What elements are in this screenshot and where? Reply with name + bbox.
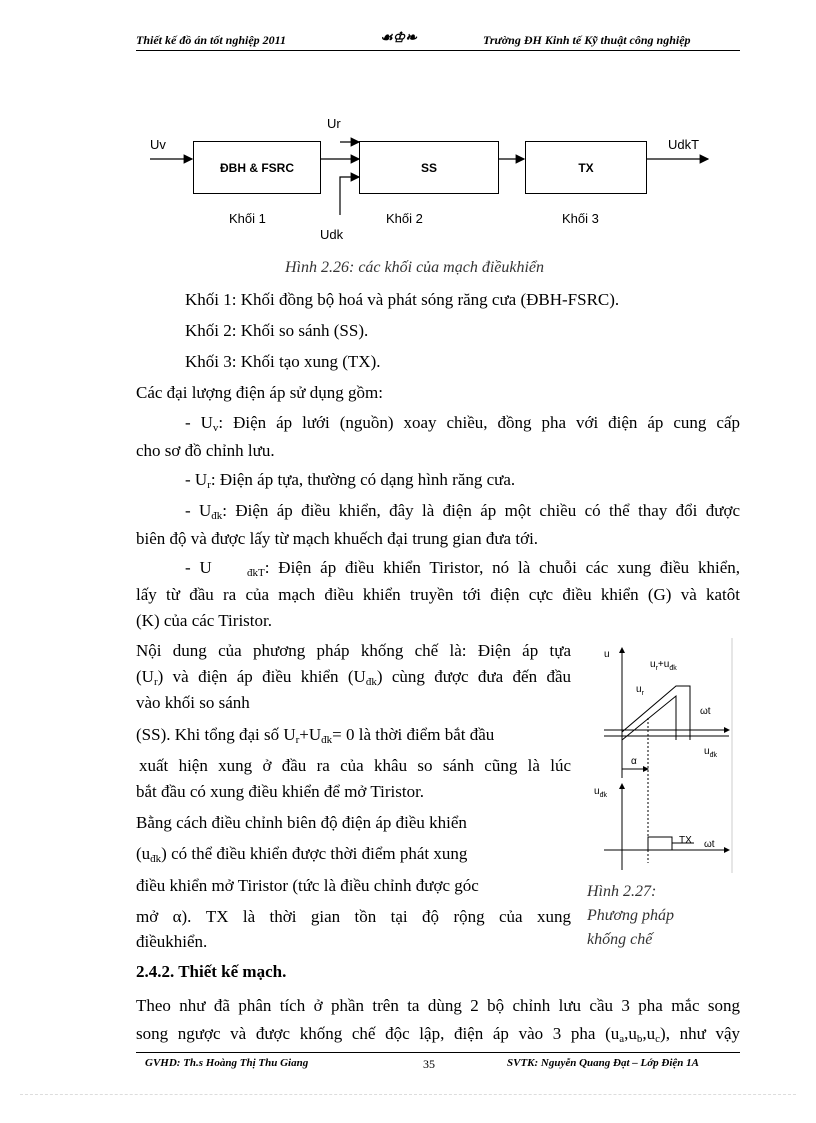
figure-caption-2-27-l1: Hình 2.27: — [587, 883, 657, 900]
udk-axis-label: $u_{đk}$ — [594, 786, 607, 799]
udkt-definition-cont: lấy từ đầu ra của mạch điều khiển truyền tới điện cực điều khiển (G) và katôt — [136, 585, 740, 604]
block-list-item: Khối 2: Khối so sánh (SS). — [185, 321, 369, 340]
uv-definition-cont: cho sơ đồ chỉnh lưu. — [136, 441, 275, 460]
wt-lower-label: ωt — [704, 839, 715, 850]
method-line: $(U_r)$ và điện áp điều khiển $(U_{đk})$ cùng được đưa đến đầu — [136, 667, 571, 688]
section-heading: 2.4.2. Thiết kế mạch. — [136, 962, 287, 981]
section-paragraph-line: song ngược và được khống chế độc lập, điện áp vào 3 pha $(u_a,u_b,u_c)$, như vậy — [136, 1024, 740, 1045]
wt-upper-label: ωt — [700, 706, 711, 717]
figure-caption-2-26: Hình 2.26: các khối của mạch điềukhiển — [285, 259, 545, 276]
header-logo: ☙♔❧ — [380, 31, 417, 46]
method-line: Bằng cách điều chỉnh biên độ điện áp điều khiển — [136, 813, 467, 832]
footer-left: GVHD: Th.s Hoàng Thị Thu Giang — [145, 1057, 309, 1069]
udk-arrow — [340, 177, 359, 215]
block2-caption: Khối 2 — [386, 211, 423, 226]
block1-caption: Khối 1 — [229, 211, 266, 226]
block-list-item: Khối 1: Khối đồng bộ hoá và phát sóng răng cưa (ĐBH-FSRC). — [185, 290, 620, 309]
method-line: xuất hiện xung ở đầu ra của khâu so sánh cũng là lúc — [139, 756, 571, 775]
figure-caption-2-27-l2: Phương pháp — [587, 907, 675, 924]
udk-definition-cont: biên độ và được lấy từ mạch khuếch đại trung gian đưa tới. — [136, 529, 539, 548]
method-line: điềukhiển. — [136, 932, 208, 951]
header-left: Thiết kế đồ án tốt nghiệp 2011 — [136, 33, 287, 47]
alpha-label: α — [631, 756, 637, 767]
method-line: bắt đầu có xung điều khiển để mở Tiristor. — [136, 782, 425, 801]
input-label: Uv — [150, 137, 166, 152]
header-right: Trường ĐH Kinh tế Kỹ thuật công nghiệp — [483, 33, 691, 47]
block-dbh-fsrc: ĐBH & FSRC — [193, 141, 321, 194]
udk-line-label: $u_{đk}$ — [704, 746, 717, 759]
figure-caption-2-27-l3: khống chế — [587, 931, 653, 948]
block-ss: SS — [359, 141, 499, 194]
header-rule — [136, 50, 740, 51]
block-tx: TX — [525, 141, 647, 194]
section-paragraph-line: Theo như đã phân tích ở phần trên ta dùng 2 bộ chỉnh lưu cầu 3 pha mắc song — [136, 996, 740, 1015]
method-line: mở α). TX là thời gian tồn tại độ rộng của xung — [136, 907, 571, 926]
method-line: $(u_{đk})$ có thể điều khiển được thời điểm phát xung — [136, 844, 468, 865]
method-line: Nội dung của phương pháp khống chế là: Điện áp tựa — [136, 641, 571, 660]
output-label: UdkT — [668, 137, 700, 152]
ur-plus-udk-label: $u_r+u_{đk}$ — [650, 659, 677, 672]
udk-label: Udk — [320, 227, 344, 242]
udk-definition: - $U_{đk}$: Điện áp điều khiển, đây là điện áp một chiều có thể thay đổi được — [185, 501, 740, 522]
u-axis-label: u — [604, 649, 610, 660]
ur-definition: - $U_r$: Điện áp tựa, thường có dạng hình răng cưa. — [185, 470, 516, 491]
footer-rule — [136, 1052, 740, 1053]
method-line: điều khiển mở Tiristor (tức là điều chỉnh được góc — [136, 876, 479, 895]
udkt-definition-end: (K) của các Tiristor. — [136, 611, 272, 630]
method-line: (SS). Khi tổng đại số $U_r+U_{đk}= 0$ là thời điểm bắt đầu — [136, 725, 495, 746]
block-list-item: Khối 3: Khối tạo xung (TX). — [185, 352, 381, 371]
waveform-graph — [584, 638, 734, 873]
method-line: vào khối so sánh — [136, 693, 250, 712]
ur-label: Ur — [327, 116, 341, 131]
uv-definition: - $U_v$: Điện áp lưới (nguồn) xoay chiều, đồng pha với điện áp cung cấp — [185, 413, 740, 434]
block3-caption: Khối 3 — [562, 211, 599, 226]
footer-right: SVTK: Nguyễn Quang Đạt – Lớp Điện 1A — [507, 1057, 700, 1069]
tx-pulse — [648, 837, 672, 850]
tx-label: TX — [679, 835, 692, 846]
ur-sawtooth — [622, 696, 676, 740]
voltages-intro: Các đại lượng điện áp sử dụng gồm: — [136, 383, 383, 402]
page-bottom-border — [20, 1094, 796, 1095]
udkt-definition: - U $_{đkT}$: Điện áp điều khiển Tiristor, nó là chuỗi các xung điều khiển, — [185, 558, 741, 579]
ur-label: $u_r$ — [636, 684, 644, 697]
page-number: 35 — [423, 1057, 435, 1071]
